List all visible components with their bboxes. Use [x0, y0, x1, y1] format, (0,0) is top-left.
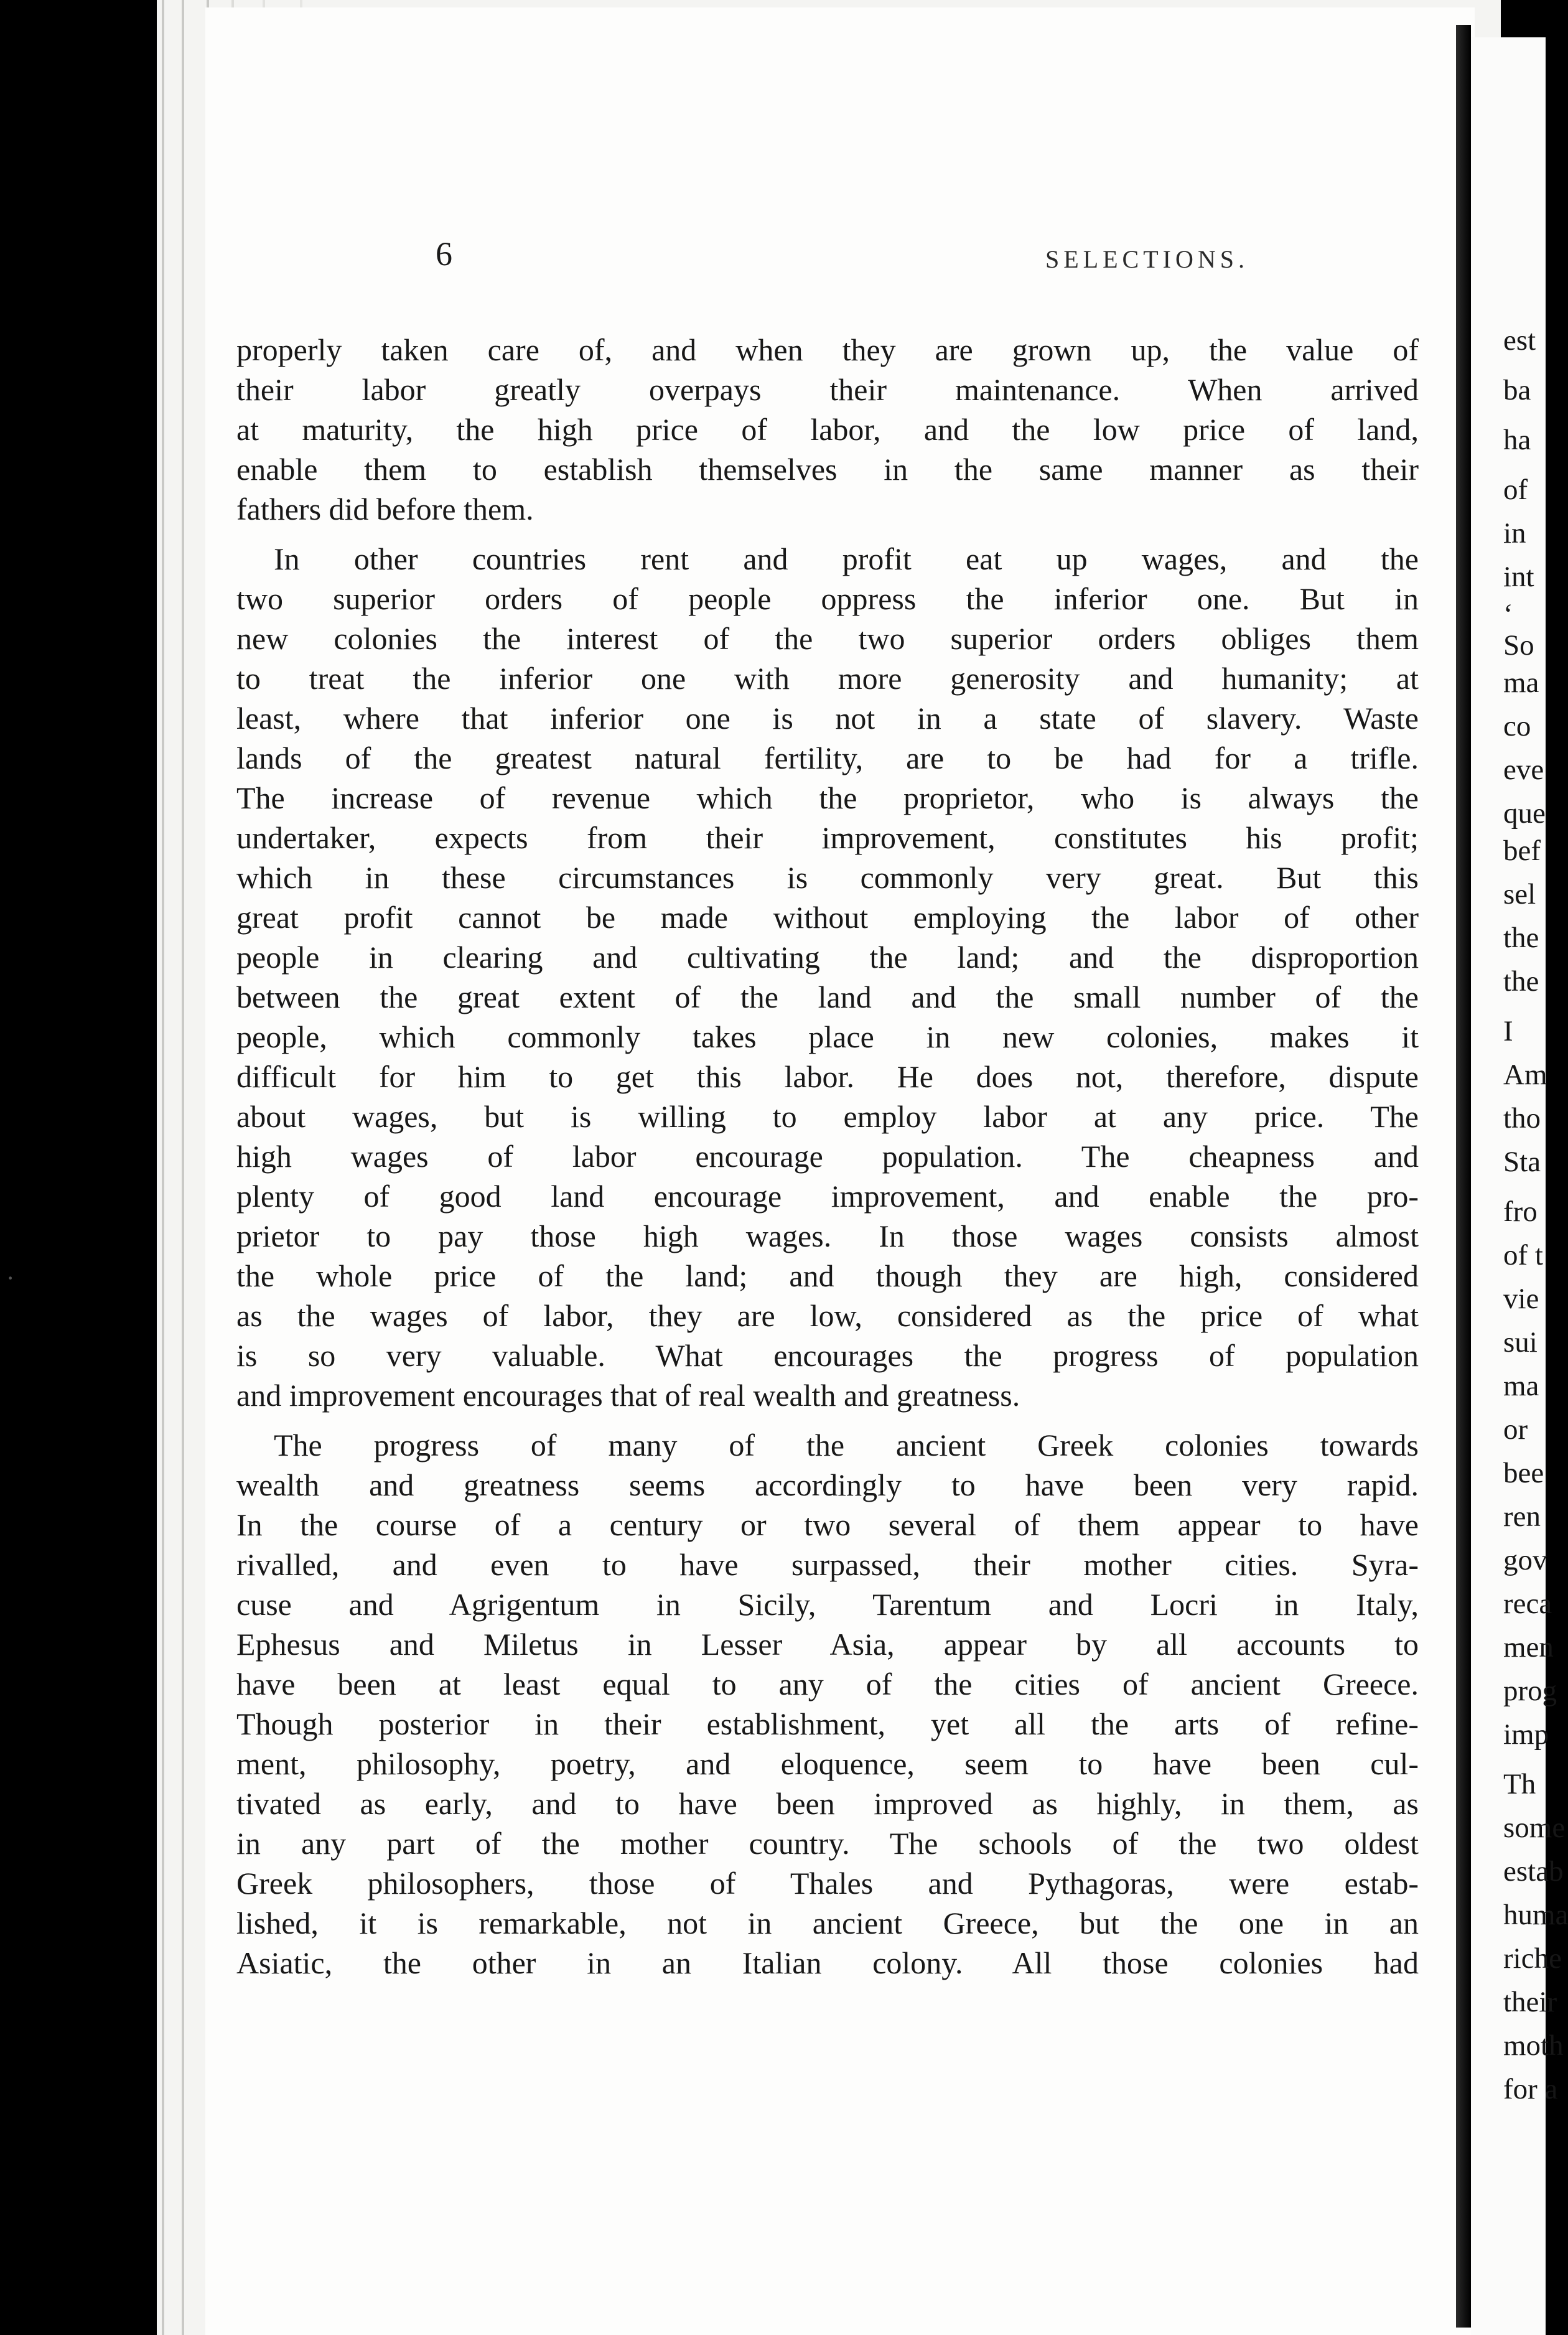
page-number: 6 — [436, 235, 452, 273]
text-line: fathers did before them. — [236, 492, 534, 526]
facing-page-fragment: eve — [1503, 754, 1544, 786]
text-line: people in clearing and cultivating the land; and the disproportion — [236, 940, 1419, 975]
facing-page-fragment: co — [1503, 710, 1531, 742]
paragraph-gap — [236, 1415, 1419, 1425]
gutter-shadow — [1456, 25, 1471, 2328]
facing-page-fragment: ma — [1503, 1370, 1539, 1402]
facing-page-fragment: que — [1503, 797, 1546, 830]
text-line: enable them to establish themselves in the same manner as their — [236, 452, 1419, 487]
facing-page-fragment: ha — [1503, 424, 1531, 456]
text-line: people, which commonly takes place in new colonies, makes it — [236, 1019, 1419, 1054]
text-line: prietor to pay those high wages. In those wages consists almost — [236, 1219, 1419, 1253]
text-line: and improvement encourages that of real wealth and greatness. — [236, 1378, 1020, 1413]
text-line: rivalled, and even to have surpassed, their mother cities. Syra- — [236, 1547, 1419, 1582]
facing-page-fragment: in — [1503, 517, 1526, 550]
facing-page-fragment: some — [1503, 1812, 1566, 1844]
text-line: two superior orders of people oppress the inferior one. But in — [236, 581, 1419, 616]
text-line: their labor greatly overpays their maintenance. When arrived — [236, 372, 1419, 407]
page-header — [205, 235, 1475, 284]
text-line: lished, it is remarkable, not in ancient Greece, but the one in an — [236, 1906, 1419, 1940]
facing-page-fragment: ren — [1503, 1500, 1541, 1533]
text-line: cuse and Agrigentum in Sicily, Tarentum and Locri in Italy, — [236, 1587, 1419, 1622]
facing-page-fragment: Am — [1503, 1059, 1547, 1091]
text-line: between the great extent of the land and the small number of the — [236, 980, 1419, 1014]
facing-page-fragment: or — [1503, 1413, 1528, 1446]
text-line: high wages of labor encourage population. The cheapness and — [236, 1139, 1419, 1174]
text-line: undertaker, expects from their improvement, constitutes his profit; — [236, 820, 1419, 855]
text-line: lands of the greatest natural fertility, are to be had for a trifle. — [236, 741, 1419, 775]
facing-page-fragment: ma — [1503, 667, 1539, 699]
body-text — [236, 330, 1419, 1983]
facing-page-fragment: imp — [1503, 1718, 1549, 1751]
facing-page-fragment: int — [1503, 561, 1534, 593]
text-line: new colonies the interest of the two superior orders obliges them — [236, 621, 1419, 656]
text-line: least, where that inferior one is not in a state of slavery. Waste — [236, 701, 1419, 736]
text-line: Asiatic, the other in an Italian colony. All those colonies had — [236, 1945, 1419, 1980]
text-line: which in these circumstances is commonly very great. But this — [236, 860, 1419, 895]
text-line: wealth and greatness seems accordingly to have been very rapid. — [236, 1467, 1419, 1502]
facing-page-fragment: estab — [1503, 1855, 1564, 1888]
facing-page-fragment: Sta — [1503, 1146, 1541, 1178]
text-line: great profit cannot be made without employing the labor of other — [236, 900, 1419, 935]
facing-page-fragment: tho — [1503, 1102, 1541, 1135]
facing-page-fragment: reca — [1503, 1588, 1552, 1620]
facing-page-fragment: ‘ — [1503, 598, 1513, 630]
facing-page-fragment: the — [1503, 922, 1539, 954]
paragraph — [236, 1425, 1419, 1983]
facing-page-fragment: huma — [1503, 1899, 1568, 1931]
text-line: plenty of good land encourage improvement, and enable the pro- — [236, 1179, 1419, 1214]
facing-page-fragment: riche — [1503, 1942, 1562, 1975]
facing-page-fragment: their — [1503, 1986, 1557, 2018]
text-line: properly taken care of, and when they are grown up, the value of — [236, 332, 1419, 367]
facing-page-fragment: bee — [1503, 1457, 1544, 1489]
scan-speck: · — [6, 1264, 15, 1292]
text-line: is so very valuable. What encourages the progress of population — [236, 1338, 1419, 1373]
facing-page-fragment: of t — [1503, 1239, 1543, 1271]
facing-page-fragment: So — [1503, 629, 1534, 662]
facing-page-fragment: sel — [1503, 878, 1536, 910]
page-edge — [182, 0, 184, 2335]
facing-page-fragment: prog — [1503, 1675, 1557, 1707]
text-line: to treat the inferior one with more generosity and humanity; at — [236, 661, 1419, 696]
facing-page-fragment: est — [1503, 324, 1536, 357]
text-line: Though posterior in their establishment, yet all the arts of refine- — [236, 1706, 1419, 1741]
text-line: as the wages of labor, they are low, considered as the price of what — [236, 1298, 1419, 1333]
text-line: In other countries rent and profit eat up wages, and the — [274, 541, 1419, 576]
facing-page-fragment: men — [1503, 1631, 1554, 1664]
facing-page-fragment: of — [1503, 474, 1528, 506]
facing-page — [1471, 37, 1568, 2335]
paragraph — [236, 539, 1419, 1415]
text-line: Ephesus and Miletus in Lesser Asia, appear by all accounts to — [236, 1627, 1419, 1662]
text-line: Greek philosophers, those of Thales and Pythagoras, were estab- — [236, 1866, 1419, 1901]
facing-page-fragment: for a — [1503, 2073, 1558, 2105]
facing-page-fragment: the — [1503, 965, 1539, 998]
text-line: the whole price of the land; and though they are high, considered — [236, 1258, 1419, 1293]
facing-page-fragment: sui — [1503, 1326, 1538, 1359]
facing-page-fragment: ba — [1503, 374, 1531, 406]
facing-page-fragment: bef — [1503, 835, 1541, 867]
text-line: The increase of revenue which the proprietor, who is always the — [236, 780, 1419, 815]
text-line: in any part of the mother country. The schools of the two oldest — [236, 1826, 1419, 1861]
running-head: SELECTIONS. — [1045, 245, 1249, 273]
facing-page-fragment: moth — [1503, 2029, 1564, 2062]
page-edge — [162, 0, 164, 2335]
text-line: In the course of a century or two several of them appear to have — [236, 1507, 1419, 1542]
facing-page-fragment: I — [1503, 1015, 1513, 1047]
text-line: have been at least equal to any of the cities of ancient Greece. — [236, 1667, 1419, 1701]
paragraph-gap — [236, 529, 1419, 539]
text-line: about wages, but is willing to employ labor at any price. The — [236, 1099, 1419, 1134]
facing-page-fragment: fro — [1503, 1196, 1538, 1228]
text-line: difficult for him to get this labor. He does not, therefore, dispute — [236, 1059, 1419, 1094]
text-line: at maturity, the high price of labor, and the low price of land, — [236, 412, 1419, 447]
facing-page-fragment: vie — [1503, 1283, 1539, 1315]
text-line: tivated as early, and to have been improved as highly, in them, as — [236, 1786, 1419, 1821]
text-line: The progress of many of the ancient Greek colonies towards — [274, 1428, 1419, 1462]
facing-page-fragment: Th — [1503, 1768, 1536, 1800]
facing-page-fragment: gov — [1503, 1544, 1547, 1576]
text-line: ment, philosophy, poetry, and eloquence, seem to have been cul- — [236, 1746, 1419, 1781]
paragraph — [236, 330, 1419, 529]
